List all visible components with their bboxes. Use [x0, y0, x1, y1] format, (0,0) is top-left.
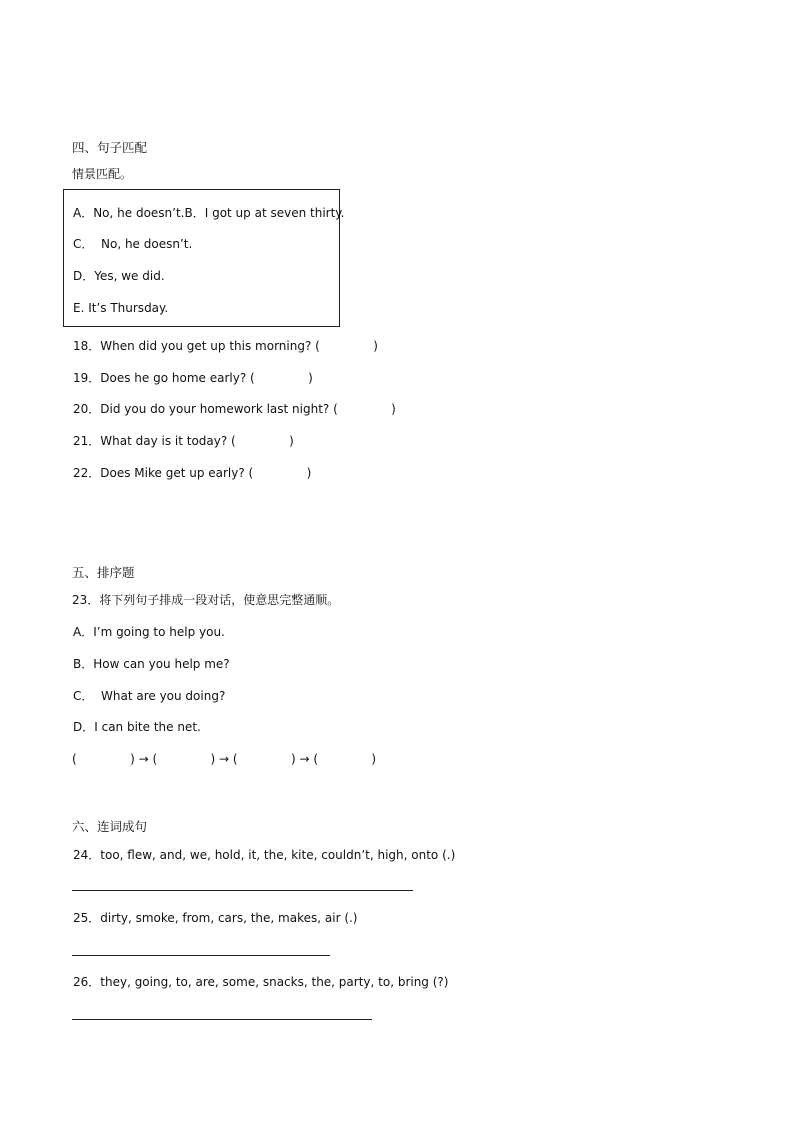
question-18: 18．When did you get up this morning? ( )	[73, 339, 378, 353]
question-26: 26．they, going, to, are, some, snacks, the, party, to, bring (?)	[73, 975, 449, 989]
option-e: E. It’s Thursday.	[73, 301, 169, 315]
section-6-title: 六、连词成句	[72, 819, 148, 834]
question-21: 21．What day is it today? ( )	[73, 434, 294, 448]
option-d: D．Yes, we did.	[73, 269, 165, 283]
answer-line-25	[72, 955, 330, 956]
option-c: C． No, he doesn’t.	[73, 237, 193, 251]
sort-answer-blanks: ( ) → ( ) → ( ) → ( )	[72, 752, 377, 766]
question-25: 25．dirty, smoke, from, cars, the, makes, air (.)	[73, 911, 358, 925]
sort-option-d: D．I can bite the net.	[73, 720, 201, 734]
answer-line-24	[72, 890, 413, 891]
section-5-title: 五、排序题	[72, 565, 135, 580]
question-22: 22．Does Mike get up early? ( )	[73, 466, 312, 480]
sort-option-a: A．I’m going to help you.	[73, 625, 225, 639]
sort-option-c: C． What are you doing?	[73, 689, 226, 703]
question-19: 19．Does he go home early? ( )	[73, 371, 313, 385]
option-a-b: A．No, he doesn’t.B．I got up at seven thirty.	[73, 206, 345, 220]
question-24: 24．too, flew, and, we, hold, it, the, kite, couldn’t, high, onto (.)	[73, 848, 456, 862]
answer-line-26	[72, 1019, 372, 1020]
question-20: 20．Did you do your homework last night? ( )	[73, 402, 396, 416]
sort-option-b: B．How can you help me?	[73, 657, 230, 671]
section-4-title: 四、句子匹配	[72, 140, 148, 155]
section-5-instruction: 23．将下列句子排成一段对话，使意思完整通顺。	[72, 593, 340, 607]
section-4-instruction: 情景匹配。	[72, 167, 133, 181]
